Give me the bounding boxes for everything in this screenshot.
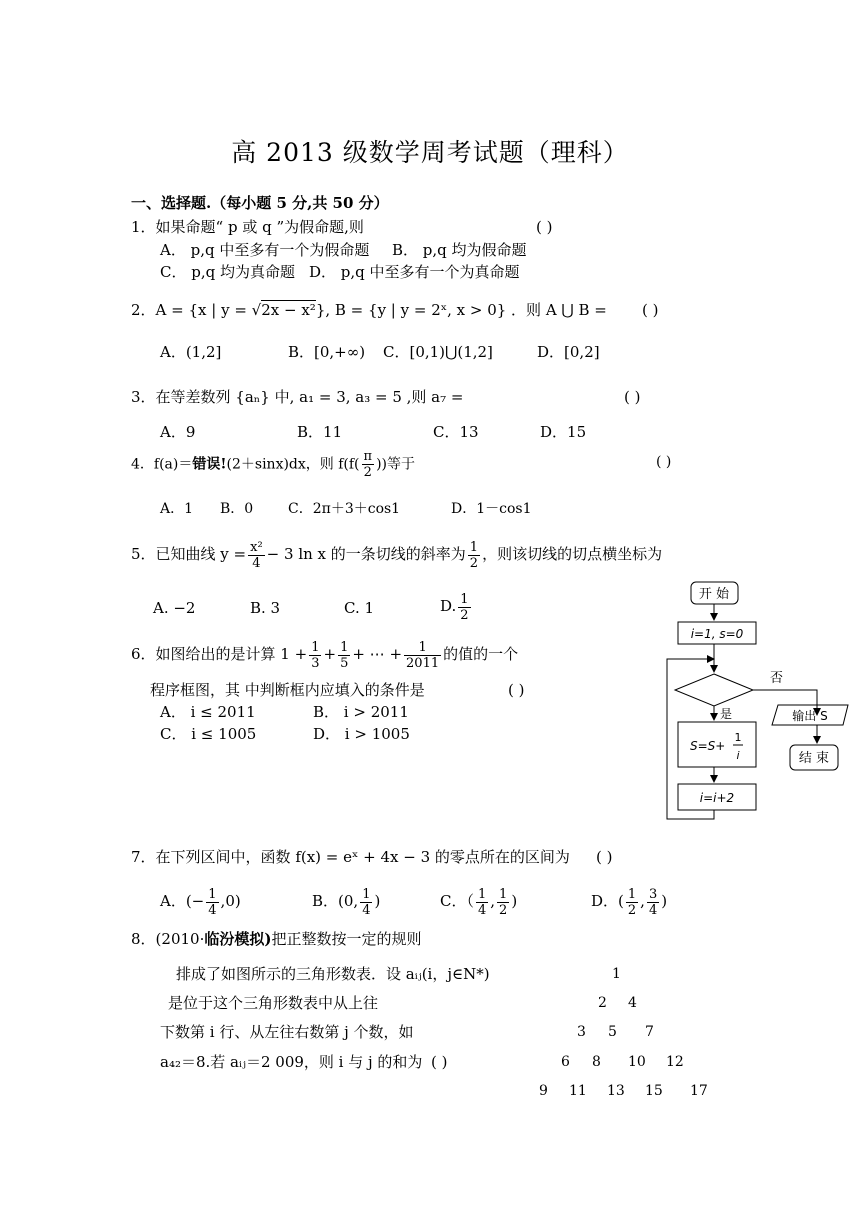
q5-d-num: 1	[460, 591, 469, 607]
q7-b-num: 1	[362, 886, 371, 902]
flowchart-update-label: S=S+	[690, 739, 726, 753]
q7-d-fraction-1	[626, 887, 638, 918]
q7-c-den2: 2	[499, 902, 508, 918]
q8-source-pre: 8．(2010·	[131, 930, 205, 948]
triangle-cell: 2	[598, 995, 607, 1011]
q5-option-a: A. −2	[153, 599, 196, 617]
q7-answer-paren: ( )	[596, 848, 613, 866]
q6-suffix: 的值的一个	[443, 645, 519, 663]
q8-line3: 是位于这个三角形数表中从上往	[168, 994, 379, 1012]
q2-set-a: A = {x | y =	[155, 301, 252, 319]
q8-line4: 下数第 i 行、从左往右数第 j 个数，如	[160, 1023, 414, 1041]
q7-option-c	[440, 885, 517, 918]
q7-c-post: )	[511, 892, 518, 910]
q5-option-d	[440, 590, 473, 623]
triangle-cell: 8	[592, 1054, 601, 1070]
q4-stem	[131, 449, 415, 480]
q6-prefix: 6．如图给出的是计算 1 +	[131, 645, 308, 663]
q8-line1-rest: 把正整数按一定的规则	[271, 930, 422, 948]
q5-option-d-fraction	[458, 592, 470, 623]
q2-option-b: B．[0,+∞)	[288, 343, 366, 361]
q5-stem	[131, 538, 662, 571]
q3-stem: 3．在等差数列 {aₙ} 中, a₁ = 3, a₃ = 5 ,则 a₇ =	[131, 388, 464, 406]
q5-option-c: C. 1	[344, 599, 375, 617]
q7-d-den1: 2	[627, 902, 637, 918]
q5-middle: − 3 ln x 的一条切线的斜率为	[266, 545, 466, 563]
q4-fraction-den: 2	[363, 465, 372, 480]
q5-frac-num: x²	[250, 539, 263, 555]
q7-b-den: 4	[362, 902, 371, 918]
flowchart-end-label: 结 束	[798, 751, 830, 766]
q4-error-text: 错误!	[192, 456, 227, 473]
q6-option-b: B． i > 2011	[313, 703, 409, 721]
q7-b-fraction	[360, 887, 372, 918]
q5-fraction-x2-4	[248, 540, 265, 571]
q3-option-c: C．13	[433, 423, 479, 441]
q2-answer-paren: ( )	[642, 301, 659, 319]
triangle-cell: 13	[607, 1083, 625, 1099]
q7-b-post: )	[374, 892, 381, 910]
triangle-cell: 12	[666, 1054, 684, 1070]
q3-option-a: A．9	[160, 423, 196, 441]
q7-d-pre: D．(	[591, 892, 624, 910]
q2-option-a: A．(1,2]	[160, 343, 222, 361]
q6-plus: +	[323, 645, 337, 663]
q7-d-den2: 4	[648, 902, 658, 918]
q3-option-b: B．11	[297, 423, 343, 441]
q4-integrand: (2＋sinx)dx，则 f(f(	[226, 456, 360, 473]
flowchart-decision-diamond	[675, 674, 753, 706]
q4-answer-paren: ( )	[656, 454, 672, 470]
q7-option-a	[160, 885, 241, 918]
q7-c-num1: 1	[477, 886, 487, 902]
q4-fraction	[362, 449, 375, 480]
triangle-cell: 15	[645, 1083, 663, 1099]
q5-d-den: 2	[460, 607, 469, 623]
q5-slope-den: 2	[469, 555, 479, 571]
q4-suffix: ))等于	[376, 456, 415, 473]
triangle-cell: 7	[645, 1024, 654, 1040]
q1-option-c: C． p,q 均为真命题	[160, 263, 295, 281]
q4-option-d: D．1－cos1	[451, 501, 532, 517]
q6-frac-1-2011	[404, 640, 441, 671]
q5-option-b: B. 3	[250, 599, 281, 617]
page-title: 高 2013 级数学周考试题（理科）	[231, 138, 629, 167]
q1-option-b: B． p,q 均为假命题	[392, 241, 527, 259]
triangle-cell: 6	[561, 1054, 570, 1070]
triangle-cell: 17	[690, 1083, 708, 1099]
q6-option-c: C． i ≤ 1005	[160, 725, 257, 743]
q4-fraction-num: π	[363, 449, 373, 464]
q7-a-post: ,0)	[220, 892, 241, 910]
triangle-cell: 5	[608, 1024, 617, 1040]
q6-dots: + ⋯ +	[352, 645, 403, 663]
q5-slope-fraction	[468, 540, 480, 571]
q7-c-fraction-1	[476, 887, 488, 918]
q7-c-comma: ,	[490, 892, 496, 910]
q7-a-fraction	[206, 887, 218, 918]
q3-answer-paren: ( )	[624, 388, 641, 406]
flowchart-diagram	[660, 575, 855, 825]
flowchart-increment-label: i=i+2	[699, 791, 735, 805]
q3-option-d: D．15	[540, 423, 587, 441]
q2-option-c: C．[0,1)⋃(1,2]	[383, 343, 493, 361]
q2-radicand: 2x − x²	[261, 301, 316, 319]
q5-suffix: ，则该切线的切点横坐标为	[482, 545, 663, 563]
q6-stem	[131, 638, 518, 671]
triangle-cell: 11	[569, 1083, 587, 1099]
q2-number: 2．	[131, 301, 156, 319]
q8-line5: a₄₂＝8.若 aᵢⱼ＝2 009，则 i 与 j 的和为	[160, 1053, 423, 1071]
q2-rest: }, B = {y | y = 2ˣ, x > 0} ．则 A ⋃ B =	[315, 301, 607, 319]
q7-c-den1: 4	[477, 902, 487, 918]
q7-option-d	[591, 885, 667, 918]
triangle-cell: 4	[628, 995, 637, 1011]
flowchart-start-label: 开 始	[698, 587, 730, 602]
q5-frac-den: 4	[252, 555, 261, 571]
triangle-cell: 1	[612, 966, 621, 982]
q6-f1-num: 1	[311, 639, 320, 655]
q1-stem: 1．如果命题“ p 或 q ”为假命题,则	[131, 218, 364, 236]
q8-line2: 排成了如图所示的三角形数表．设 aᵢⱼ(i，j∈N*)	[176, 965, 490, 983]
q4-option-c: C．2π＋3＋cos1	[288, 501, 401, 517]
q7-d-comma: ,	[640, 892, 645, 910]
q7-b-pre: B．(0,	[312, 892, 359, 910]
q6-f3-den: 2011	[406, 655, 440, 671]
triangle-cell: 9	[539, 1083, 548, 1099]
q6-f2-num: 1	[340, 639, 349, 655]
q5-option-d-label: D.	[440, 597, 457, 615]
q4-prefix: 4．f(a)＝	[131, 456, 193, 473]
q6-f2-den: 5	[340, 655, 349, 671]
q1-answer-paren: ( )	[536, 218, 553, 236]
q6-frac-1-3	[309, 640, 321, 671]
q4-option-a: A．1	[160, 501, 194, 517]
flowchart-no-label: 否	[770, 671, 784, 686]
flowchart-update-num: 1	[734, 731, 742, 744]
flowchart-yes-label: 是	[720, 707, 733, 721]
q2-sqrt-sign: √	[251, 301, 262, 319]
q7-a-den: 4	[208, 902, 217, 918]
flowchart-init-label: i=1, s=0	[690, 627, 744, 641]
q4-option-b: B．0	[220, 501, 254, 517]
q2-option-d: D．[0,2]	[537, 343, 600, 361]
q6-line2: 程序框图，其 中判断框内应填入的条件是	[150, 681, 425, 699]
q6-option-a: A． i ≤ 2011	[160, 703, 256, 721]
q7-c-fraction-2	[497, 887, 509, 918]
q5-prefix: 5．已知曲线 y =	[131, 545, 247, 563]
q6-frac-1-5	[338, 640, 350, 671]
q6-f3-num: 1	[404, 640, 441, 656]
q7-option-b	[312, 885, 380, 918]
q6-answer-paren: ( )	[508, 681, 525, 699]
q1-option-d: D． p,q 中至多有一个为真命题	[309, 263, 520, 281]
q8-answer-paren: ( )	[431, 1053, 448, 1071]
q7-c-pre: C．（	[440, 892, 474, 910]
q7-d-num1: 1	[627, 886, 637, 902]
q7-d-fraction-2	[647, 887, 659, 918]
flowchart-update-den: i	[736, 749, 740, 762]
q6-option-d: D． i > 1005	[313, 725, 410, 743]
q5-slope-num: 1	[469, 539, 479, 555]
q8-line1	[131, 929, 421, 949]
flowchart-output-label: 输出 S	[792, 709, 828, 723]
q6-f1-den: 3	[311, 655, 320, 671]
q7-a-pre: A．(−	[160, 892, 205, 910]
q7-a-num: 1	[208, 886, 217, 902]
q2-stem	[131, 300, 607, 320]
q7-stem: 7．在下列区间中，函数 f(x) = eˣ + 4x − 3 的零点所在的区间为	[131, 848, 570, 866]
q7-c-num2: 1	[499, 886, 508, 902]
triangle-cell: 10	[628, 1054, 646, 1070]
q7-d-num2: 3	[648, 886, 658, 902]
q1-option-a: A． p,q 中至多有一个为假命题	[160, 241, 370, 259]
q8-source-bold: 临汾模拟)	[204, 930, 272, 948]
triangle-cell: 3	[577, 1024, 586, 1040]
section-heading: 一、选择题.（每小题 5 分,共 50 分）	[131, 194, 389, 212]
q7-d-post: )	[661, 892, 668, 910]
